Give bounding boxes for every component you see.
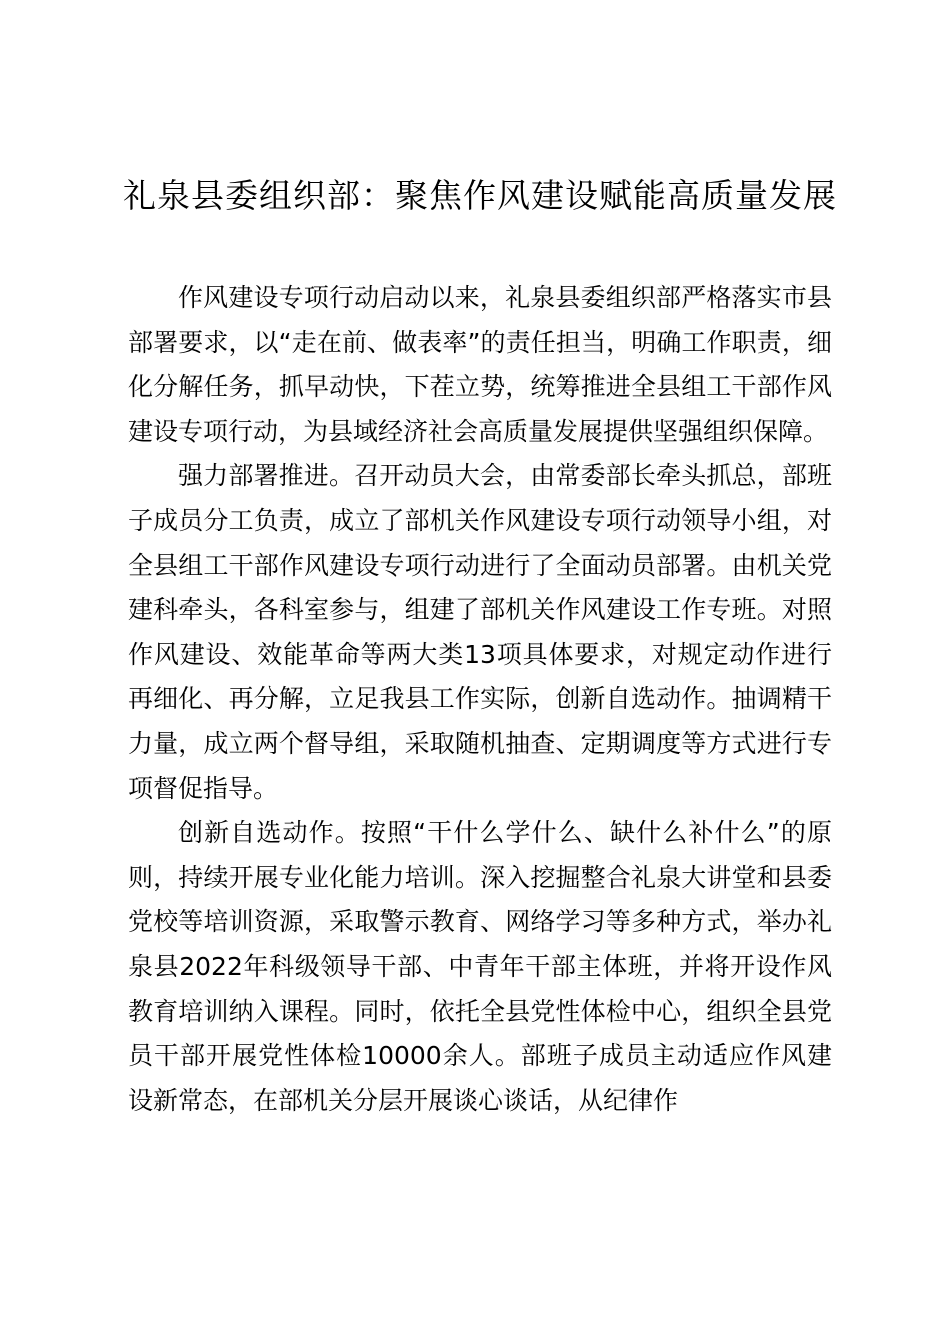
- paragraph-deployment: 强力部署推进。召开动员大会，由常委部长牵头抓总，部班子成员分工负责，成立了部机关作风建设专项行动领导小组，对全县组工干部作风建设专项行动进行了全面动员部署。由机关党建科牵头，各科室参与，组建了部机关作风建设工作专班。对照作风建设、效能革命等两大类13项具体要求，对规定动作进行再细化、再分解，立足我县工作实际，创新自选动作。抽调精干力量，成立两个督导组，采取随机抽查、定期调度等方式进行专项督促指导。: [128, 461, 832, 803]
- document-title: 礼泉县委组织部：聚焦作风建设赋能高质量发展: [123, 176, 837, 215]
- document-body: [128, 276, 832, 1123]
- paragraph-innovation: 创新自选动作。按照“干什么学什么、缺什么补什么”的原则，持续开展专业化能力培训。深入挖掘整合礼泉大讲堂和县委党校等培训资源，采取警示教育、网络学习等多种方式，举办礼泉县2022年科级领导干部、中青年干部主体班，并将开设作风教育培训纳入课程。同时，依托全县党性体检中心，组织全县党员干部开展党性体检10000余人。部班子成员主动适应作风建设新常态，在部机关分层开展谈心谈话，从纪律作: [128, 818, 832, 1115]
- paragraph-intro: 作风建设专项行动启动以来，礼泉县委组织部严格落实市县部署要求，以“走在前、做表率”的责任担当，明确工作职责，细化分解任务，抓早动快，下茬立势，统筹推进全县组工干部作风建设专项行动，为县域经济社会高质量发展提供坚强组织保障。: [128, 283, 832, 446]
